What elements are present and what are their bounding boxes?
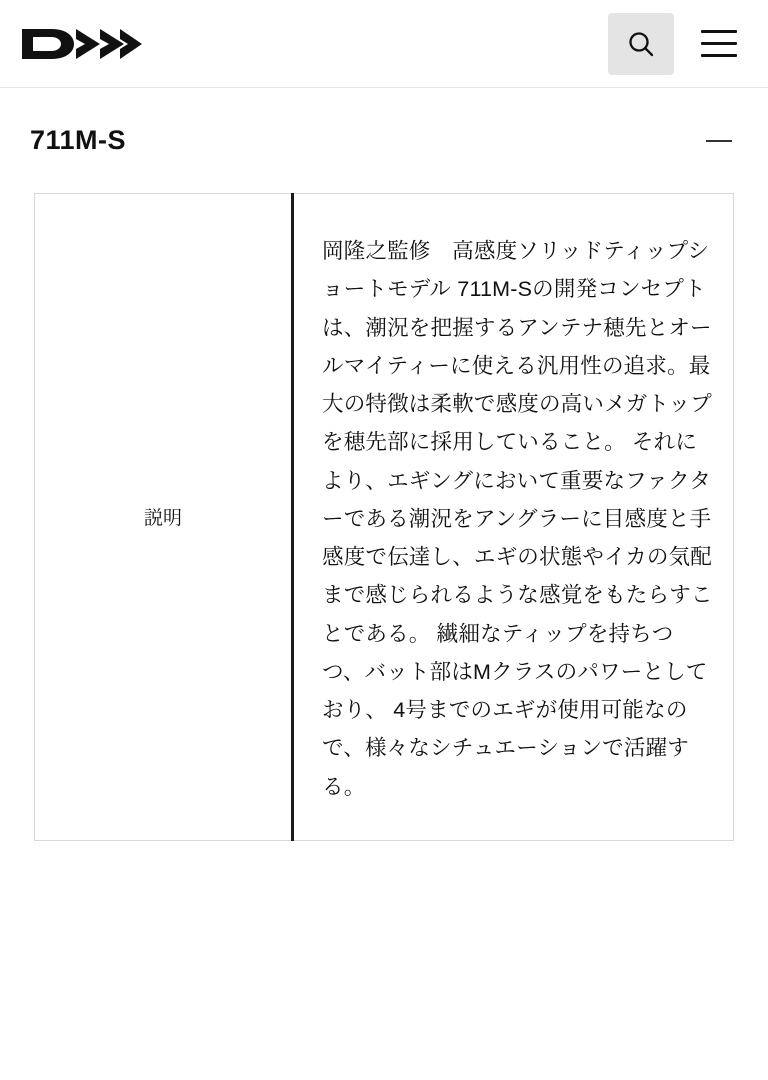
- spec-row-label: 説明: [35, 194, 293, 841]
- daiwa-logo-icon: [22, 27, 142, 61]
- spec-row-value: 岡隆之監修 高感度ソリッドティップショートモデル 711M-Sの開発コンセプトは、潮況を把握するアンテナ穂先とオールマイティーに使える汎用性の追求。最大の特徴は柔軟で感度の高いメガトップを穂先部に採用していること。 それにより、エギングにおいて重要なファクターである潮況をアングラーに目感度と手感度で伝達し、エギの状態やイカの気配まで感じられるような感覚をもたらすことである。 繊細なティップを持ちつつ、バット部はMクラスのパワーとしており、 4号までのエギが使用可能なので、様々なシチュエーションで活躍する。: [322, 239, 713, 799]
- menu-icon-bar-middle: [701, 42, 737, 45]
- site-header: [0, 0, 768, 88]
- search-icon: [626, 29, 656, 59]
- minus-icon: [706, 140, 732, 142]
- search-button[interactable]: [608, 13, 674, 75]
- spec-table: [34, 193, 734, 841]
- menu-icon-bar-top: [701, 30, 737, 33]
- model-section-header: [0, 88, 768, 193]
- hamburger-menu-button[interactable]: [688, 13, 750, 75]
- table-row: [35, 194, 734, 841]
- daiwa-logo[interactable]: [22, 27, 142, 61]
- collapse-section-button[interactable]: [702, 124, 736, 158]
- header-actions: [608, 13, 750, 75]
- menu-icon-bar-bottom: [701, 54, 737, 57]
- page-title: 711M-S: [30, 125, 127, 155]
- spec-table-wrap: [0, 193, 768, 841]
